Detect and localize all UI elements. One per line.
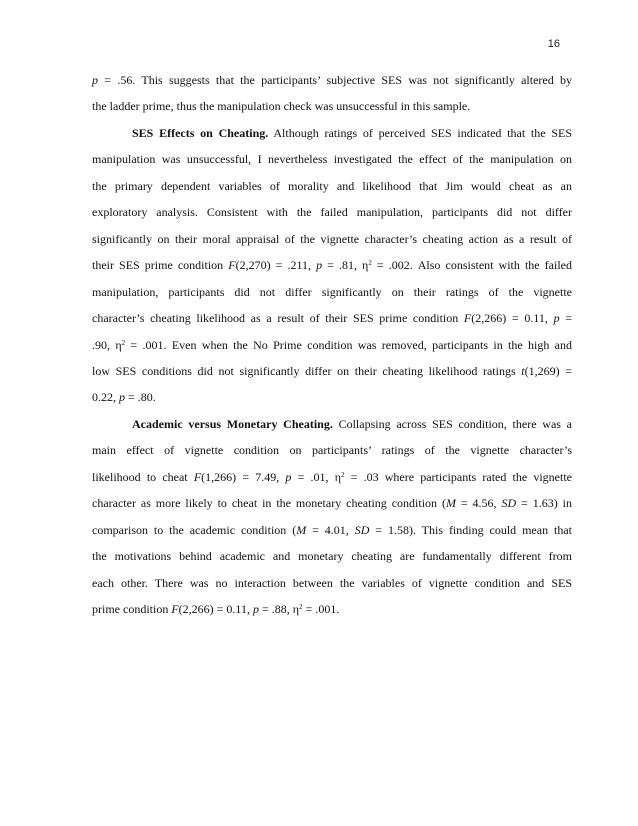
superscript: 2 [121, 338, 126, 347]
stat-symbol: p [119, 390, 125, 405]
text-run: = 1.63) in [516, 496, 572, 511]
text-run: = .88, η [259, 602, 300, 617]
superscript: 2 [299, 603, 303, 612]
text-run: = 1.58). This finding could mean that [369, 522, 572, 537]
superscript: 2 [368, 259, 372, 268]
stat-symbol: p [316, 258, 323, 273]
text-run: = .001. Even when the No Prime condition was removed, participants in the high and [125, 337, 573, 352]
text-run: prime condition [92, 602, 172, 617]
text-run: = 4.01, [306, 522, 355, 537]
stat-symbol: M [445, 496, 456, 511]
page-number: 16 [547, 38, 560, 50]
text-run: (2,266) = 0.11, [471, 311, 554, 326]
text-line [92, 596, 572, 622]
text-line [92, 384, 572, 410]
text-line [92, 332, 572, 358]
text-run: (1,266) = 7.49, [201, 469, 286, 484]
stat-symbol: F [228, 258, 236, 273]
superscript: 2 [340, 470, 345, 479]
text-run: character as more likely to cheat in the monetary cheating condition ( [92, 496, 446, 511]
text-run: = 4.56, [455, 496, 502, 511]
section-heading: SES Effects on Cheating. [132, 125, 269, 140]
text-line [92, 252, 572, 278]
text-line [92, 120, 572, 146]
text-line [92, 67, 572, 93]
text-run: = [559, 311, 572, 326]
text-line: significantly on their moral appraisal of the vignette character’s cheating action as a result of [92, 231, 572, 246]
text-run: likelihood to cheat [92, 469, 194, 484]
stat-symbol: p [553, 311, 560, 326]
text-line [92, 411, 572, 437]
paragraph-academic-monetary [92, 411, 572, 623]
text-line: the ladder prime, thus the manipulation check was unsuccessful in this sample. [92, 99, 471, 114]
stat-symbol: p [285, 469, 292, 484]
text-line [92, 464, 572, 490]
text-run: character’s cheating likelihood as a result of their SES prime condition [92, 311, 464, 326]
text-run: = .03 where participants rated the vignette [344, 469, 572, 484]
text-run: = .80. [125, 390, 156, 405]
text-line: the motivations behind academic and monetary cheating are fundamentally different from [92, 549, 572, 564]
text-run: = .81, η [322, 258, 369, 273]
paragraph-manipulation-check [92, 67, 572, 120]
stat-symbol: F [171, 602, 179, 617]
text-run: = .56. This suggests that the participants’ subjective SES was not significantly altered by [104, 73, 573, 87]
text-run: = .001. [302, 602, 340, 617]
stat-symbol: p [92, 73, 98, 87]
text-line [92, 305, 572, 331]
paragraph-ses-effects [92, 120, 572, 411]
text-run: 0.22, [92, 390, 119, 405]
text-run: low SES conditions did not significantly differ on their cheating likelihood ratings [92, 363, 522, 378]
text-run: comparison to the academic condition ( [92, 522, 297, 537]
text-line: main effect of vignette condition on participants’ ratings of the vignette character’s [92, 443, 572, 458]
text-line [92, 490, 572, 516]
stat-symbol: F [193, 469, 202, 484]
text-run: .90, η [92, 337, 122, 352]
text-run: (2,270) = .211, [235, 258, 317, 273]
text-run: = .002. Also consistent with the failed [371, 258, 572, 273]
stat-symbol: SD [354, 522, 370, 537]
text-run: Although ratings of perceived SES indicated that the SES [268, 125, 573, 140]
text-run: (1,269) = [524, 363, 572, 378]
body-text [92, 67, 572, 623]
text-line: each other. There was no interaction between the variables of vignette condition and SES [92, 575, 572, 590]
text-line [92, 358, 572, 384]
text-line: manipulation, participants did not differ significantly on their ratings of the vignette [92, 284, 572, 299]
section-heading: Academic versus Monetary Cheating. [132, 416, 333, 431]
stat-symbol: M [296, 522, 307, 537]
stat-symbol: t [521, 363, 525, 378]
text-line [92, 517, 572, 543]
text-line: exploratory analysis. Consistent with the failed manipulation, participants did not differ [92, 205, 572, 220]
stat-symbol: p [253, 602, 259, 617]
text-run: their SES prime condition [92, 258, 229, 273]
stat-symbol: F [463, 311, 472, 326]
text-run: (2,266) = 0.11, [178, 602, 253, 617]
text-line: the primary dependent variables of morality and likelihood that Jim would cheat as an [92, 178, 572, 193]
text-line: manipulation was unsuccessful, I nevertheless investigated the effect of the manipulation on [92, 152, 572, 167]
text-run: Collapsing across SES condition, there was a [332, 416, 572, 431]
stat-symbol: SD [501, 496, 517, 511]
text-run: = .01, η [291, 469, 341, 484]
